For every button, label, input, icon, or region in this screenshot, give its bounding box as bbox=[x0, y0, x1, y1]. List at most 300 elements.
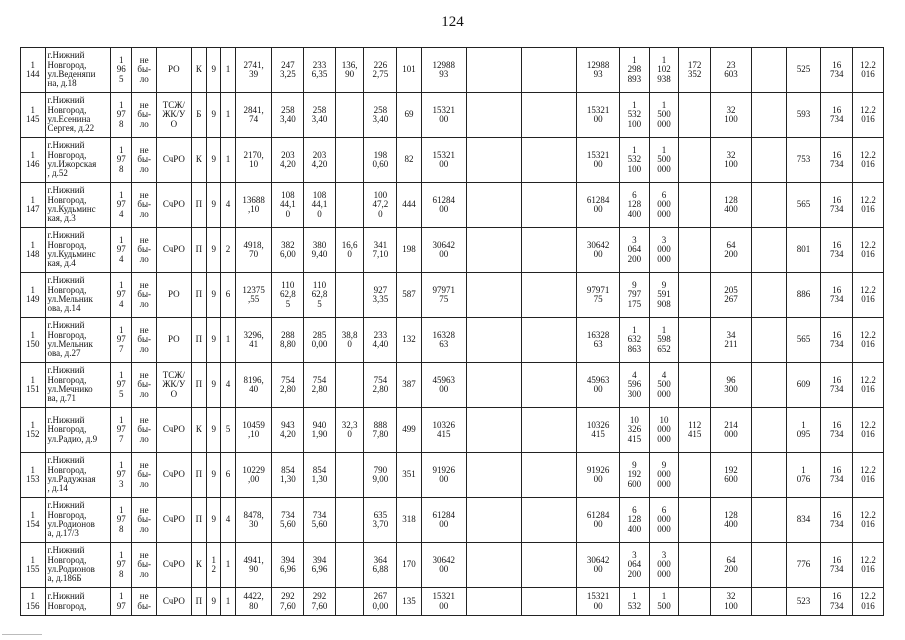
cell-line: бы- bbox=[137, 469, 152, 480]
table-cell bbox=[679, 48, 711, 93]
cell-line: кая, д.4 bbox=[47, 258, 76, 269]
address-cell bbox=[45, 273, 110, 318]
cell-line: 6,96 bbox=[279, 564, 296, 574]
cell-line: 45963 bbox=[586, 374, 610, 385]
cell-line: 12.2 bbox=[860, 554, 876, 565]
cell-line: 394 bbox=[281, 554, 295, 565]
table-cell bbox=[207, 273, 221, 318]
cell-line: К bbox=[195, 424, 202, 435]
cell-line: 4,20 bbox=[279, 429, 296, 439]
table-cell bbox=[191, 228, 206, 273]
cell-line: не bbox=[139, 235, 149, 246]
table-cell bbox=[207, 138, 221, 183]
table-cell bbox=[521, 408, 576, 453]
cell-line: ова, д.27 bbox=[47, 348, 81, 359]
cell-line: 40 bbox=[249, 384, 259, 394]
table-cell bbox=[620, 318, 650, 363]
table-cell bbox=[620, 363, 650, 408]
cell-line: 16,6 bbox=[341, 239, 358, 250]
table-row bbox=[21, 48, 884, 93]
cell-line: 16 bbox=[832, 419, 842, 430]
cell-line: 226 bbox=[373, 59, 388, 70]
cell-line: 74 bbox=[249, 114, 259, 124]
table-cell bbox=[577, 183, 620, 228]
cell-line: 16 bbox=[832, 329, 842, 340]
table-cell bbox=[521, 318, 576, 363]
cell-line: 12.2 bbox=[860, 104, 876, 115]
cell-line: 3,25 bbox=[279, 69, 296, 79]
cell-line: 170 bbox=[402, 559, 416, 570]
table-cell bbox=[751, 228, 786, 273]
cell-line: 016 bbox=[861, 69, 875, 79]
cell-line: 247 bbox=[281, 59, 295, 70]
cell-line: 3 bbox=[632, 235, 637, 246]
table-cell bbox=[521, 48, 576, 93]
cell-line: 8,80 bbox=[279, 339, 296, 349]
cell-line: 1,30 bbox=[311, 474, 328, 484]
table-cell bbox=[679, 453, 711, 498]
table-cell bbox=[620, 273, 650, 318]
table-cell bbox=[132, 408, 157, 453]
table-cell bbox=[751, 93, 786, 138]
cell-line: Новгород, bbox=[47, 239, 87, 250]
table-cell bbox=[786, 183, 821, 228]
cell-line: 5,60 bbox=[311, 519, 328, 529]
cell-line: 0 bbox=[347, 249, 352, 259]
cell-line: 91926 bbox=[432, 464, 455, 475]
cell-line: 352 bbox=[687, 69, 702, 79]
table-cell bbox=[397, 318, 422, 363]
table-cell bbox=[397, 228, 422, 273]
table-cell bbox=[751, 318, 786, 363]
cell-line: 734 bbox=[312, 509, 327, 520]
cell-line: 00 bbox=[439, 474, 449, 484]
table-cell bbox=[853, 453, 884, 498]
table-cell bbox=[577, 93, 620, 138]
cell-line: 15321 bbox=[586, 104, 610, 115]
cell-line: 91926 bbox=[586, 464, 610, 475]
cell-line: 734 bbox=[830, 249, 844, 259]
table-cell bbox=[132, 93, 157, 138]
table-cell bbox=[156, 588, 191, 616]
cell-line: 5,60 bbox=[279, 519, 296, 529]
cell-line: 16328 bbox=[586, 329, 610, 340]
cell-line: 609 bbox=[796, 379, 811, 390]
cell-line: 1 bbox=[118, 190, 124, 201]
cell-line: 603 bbox=[724, 69, 738, 79]
cell-line: 135 bbox=[402, 595, 416, 606]
cell-line: 150 bbox=[26, 339, 40, 349]
table-cell bbox=[191, 498, 206, 543]
cell-line: ,55 bbox=[247, 294, 260, 304]
cell-line: 30642 bbox=[432, 554, 455, 565]
cell-line: 016 bbox=[861, 204, 875, 214]
cell-line: 4 bbox=[118, 298, 124, 309]
cell-line: ло bbox=[139, 568, 149, 579]
cell-line: 15321 bbox=[586, 591, 610, 602]
table-cell bbox=[191, 453, 206, 498]
cell-line: 016 bbox=[861, 114, 875, 124]
cell-line: ло bbox=[139, 343, 149, 354]
cell-line: 00 bbox=[439, 114, 449, 124]
cell-line: 1 bbox=[632, 55, 637, 66]
table-cell bbox=[156, 273, 191, 318]
cell-line: 4,20 bbox=[279, 159, 296, 169]
cell-line: 6,35 bbox=[311, 69, 328, 79]
table-cell bbox=[679, 408, 711, 453]
table-cell bbox=[397, 363, 422, 408]
table-cell bbox=[786, 408, 821, 453]
cell-line: 1 bbox=[30, 329, 36, 340]
cell-line: 96 bbox=[726, 374, 736, 385]
cell-line: 734 bbox=[830, 69, 844, 79]
address-cell bbox=[45, 93, 110, 138]
table-cell bbox=[272, 273, 304, 318]
cell-line: 5 bbox=[118, 73, 124, 84]
cell-line: 152 bbox=[26, 429, 40, 439]
table-row bbox=[21, 543, 884, 588]
cell-line: О bbox=[170, 118, 178, 129]
cell-line: 016 bbox=[861, 384, 875, 394]
cell-line: П bbox=[195, 379, 203, 390]
cell-line: 8 bbox=[118, 523, 124, 534]
cell-line: 75 bbox=[593, 294, 603, 304]
cell-line: 1 bbox=[118, 145, 124, 156]
cell-line: 000 bbox=[657, 253, 671, 264]
cell-line: 97 bbox=[116, 469, 126, 480]
cell-line: не bbox=[139, 145, 149, 156]
cell-line: 4 bbox=[118, 208, 124, 219]
cell-line: 10229 bbox=[242, 464, 265, 475]
cell-line: 00 bbox=[593, 600, 603, 611]
cell-line: 154 bbox=[26, 519, 40, 529]
cell-line: ло bbox=[139, 253, 149, 264]
cell-line: не bbox=[139, 55, 149, 66]
table-cell bbox=[364, 273, 397, 318]
table-cell bbox=[21, 93, 46, 138]
cell-line: 754 bbox=[373, 374, 388, 385]
table-cell bbox=[364, 93, 397, 138]
cell-line: П bbox=[195, 289, 203, 300]
table-cell bbox=[577, 588, 620, 616]
cell-line: 016 bbox=[861, 249, 875, 259]
cell-line: 41 bbox=[249, 339, 259, 349]
cell-line: 3 bbox=[661, 550, 667, 561]
cell-line: 734 bbox=[830, 204, 844, 214]
table-row bbox=[21, 588, 884, 616]
table-cell bbox=[21, 318, 46, 363]
table-cell bbox=[821, 228, 853, 273]
cell-line: 1 bbox=[118, 370, 124, 381]
table-cell bbox=[235, 228, 272, 273]
cell-line: 0 bbox=[285, 208, 291, 219]
cell-line: 000 bbox=[657, 388, 671, 399]
cell-line: 652 bbox=[657, 343, 671, 354]
table-cell bbox=[235, 453, 272, 498]
cell-line: Новгород, bbox=[47, 600, 87, 611]
table-cell bbox=[711, 48, 752, 93]
cell-line: 62,8 bbox=[311, 289, 328, 300]
cell-line: 175 bbox=[627, 298, 642, 309]
table-cell bbox=[421, 453, 466, 498]
cell-line: 2841, bbox=[243, 104, 264, 115]
cell-line: 198 bbox=[402, 244, 416, 255]
cell-line: 1 bbox=[632, 325, 637, 336]
table-cell bbox=[397, 138, 422, 183]
address-cell bbox=[45, 498, 110, 543]
cell-line: 1 bbox=[118, 280, 124, 291]
cell-line: 1 bbox=[225, 64, 231, 75]
cell-line: 1 bbox=[118, 100, 124, 111]
cell-line: Новгород, bbox=[47, 149, 87, 160]
cell-line: Новгород, bbox=[47, 424, 87, 435]
cell-line: РО bbox=[168, 334, 180, 345]
cell-line: 016 bbox=[861, 600, 875, 611]
table-cell bbox=[577, 453, 620, 498]
table-cell bbox=[397, 183, 422, 228]
cell-line: 97 bbox=[116, 514, 126, 525]
table-cell bbox=[397, 588, 422, 616]
cell-line: 3,40 bbox=[311, 114, 328, 124]
cell-line: 5 bbox=[285, 298, 291, 309]
cell-line: 292 bbox=[281, 591, 295, 602]
cell-line: 9 bbox=[211, 379, 216, 390]
table-cell bbox=[110, 273, 131, 318]
cell-line: 12988 bbox=[586, 59, 610, 70]
cell-line: 1 bbox=[632, 100, 637, 111]
cell-line: а, д.17/3 bbox=[47, 528, 79, 539]
cell-line: СчРО bbox=[162, 154, 185, 165]
table-cell bbox=[235, 588, 272, 616]
table-cell bbox=[335, 363, 364, 408]
cell-line: г.Нижний bbox=[47, 140, 85, 151]
cell-line: 565 bbox=[796, 199, 811, 210]
table-cell bbox=[132, 363, 157, 408]
cell-line: 64 bbox=[726, 239, 736, 250]
cell-line: 400 bbox=[627, 208, 642, 219]
cell-line: 100 bbox=[627, 118, 642, 129]
table-cell bbox=[156, 183, 191, 228]
cell-line: 292 bbox=[312, 591, 327, 602]
table-cell bbox=[272, 363, 304, 408]
table-cell bbox=[110, 408, 131, 453]
cell-line: 9 bbox=[211, 154, 216, 165]
table-cell bbox=[132, 318, 157, 363]
table-cell bbox=[821, 363, 853, 408]
cell-line: бы- bbox=[137, 289, 152, 300]
cell-line: 7,10 bbox=[372, 249, 389, 259]
cell-line: 155 bbox=[26, 564, 40, 574]
cell-line: 136, bbox=[341, 59, 358, 70]
address-cell bbox=[45, 318, 110, 363]
cell-line: П bbox=[195, 469, 203, 480]
table-cell bbox=[235, 93, 272, 138]
table-cell bbox=[272, 93, 304, 138]
table-cell bbox=[679, 183, 711, 228]
table-cell bbox=[679, 93, 711, 138]
cell-line: 16 bbox=[832, 59, 842, 70]
cell-line: 1 bbox=[30, 591, 36, 602]
table-cell bbox=[21, 228, 46, 273]
cell-line: 4 bbox=[225, 379, 231, 390]
cell-line: 0 bbox=[317, 208, 322, 219]
cell-line: 300 bbox=[724, 384, 738, 394]
cell-line: 6,88 bbox=[372, 564, 389, 574]
table-row bbox=[21, 408, 884, 453]
cell-line: 797 bbox=[627, 289, 642, 300]
table-cell bbox=[207, 183, 221, 228]
cell-line: 203 bbox=[312, 149, 327, 160]
cell-line: 0 bbox=[347, 429, 352, 439]
cell-line: 45963 bbox=[432, 374, 455, 385]
table-cell bbox=[21, 48, 46, 93]
table-cell bbox=[620, 93, 650, 138]
cell-line: 5 bbox=[225, 424, 231, 435]
cell-line: ул.Кудьминс bbox=[47, 249, 96, 259]
table-cell bbox=[397, 408, 422, 453]
table-cell bbox=[191, 138, 206, 183]
cell-line: 927 bbox=[373, 284, 388, 295]
table-cell bbox=[751, 588, 786, 616]
cell-line: 12.2 bbox=[860, 464, 876, 475]
cell-line: не bbox=[139, 370, 149, 381]
table-cell bbox=[207, 453, 221, 498]
table-cell bbox=[620, 543, 650, 588]
table-cell bbox=[821, 48, 853, 93]
cell-line: П bbox=[195, 514, 203, 525]
cell-line: 0,60 bbox=[372, 159, 389, 169]
cell-line: 016 bbox=[861, 339, 875, 349]
cell-line: 16 bbox=[832, 374, 842, 385]
cell-line: 499 bbox=[402, 424, 416, 435]
cell-line: 132 bbox=[402, 334, 416, 345]
cell-line: 61284 bbox=[586, 509, 610, 520]
table-cell bbox=[577, 543, 620, 588]
cell-line: 172 bbox=[687, 59, 702, 70]
table-cell bbox=[272, 453, 304, 498]
table-cell bbox=[21, 453, 46, 498]
table-cell bbox=[364, 48, 397, 93]
cell-line: О bbox=[170, 388, 178, 399]
cell-line: 108 bbox=[312, 190, 327, 201]
cell-line: 2 bbox=[225, 244, 231, 255]
cell-line: 734 bbox=[830, 384, 844, 394]
cell-line: 149 bbox=[26, 294, 40, 304]
cell-line: 12.2 bbox=[860, 239, 876, 250]
table-cell bbox=[335, 408, 364, 453]
cell-line: 000 bbox=[657, 469, 671, 480]
cell-line: 3 bbox=[661, 235, 667, 246]
cell-line: 734 bbox=[830, 294, 844, 304]
cell-line: 9 bbox=[211, 595, 216, 606]
cell-line: ТСЖ/ bbox=[162, 370, 185, 381]
cell-line: 016 bbox=[861, 294, 875, 304]
cell-line: 3,35 bbox=[372, 294, 389, 304]
cell-line: 000 bbox=[657, 199, 671, 210]
table-cell bbox=[649, 543, 679, 588]
address-cell bbox=[45, 588, 110, 616]
table-cell bbox=[711, 93, 752, 138]
table-cell bbox=[335, 498, 364, 543]
cell-line: 415 bbox=[436, 429, 451, 439]
table-cell bbox=[751, 273, 786, 318]
cell-line: 00 bbox=[593, 114, 603, 124]
cell-line: 1 bbox=[118, 235, 124, 246]
cell-line: 12.2 bbox=[860, 194, 876, 205]
table-cell bbox=[679, 363, 711, 408]
cell-line: 635 bbox=[373, 509, 388, 520]
cell-line: 192 bbox=[724, 464, 738, 475]
table-cell bbox=[577, 48, 620, 93]
table-cell bbox=[364, 363, 397, 408]
cell-line: г.Нижний bbox=[47, 500, 85, 511]
cell-line: 97971 bbox=[432, 284, 455, 295]
cell-line: 532 bbox=[627, 600, 642, 611]
cell-line: 016 bbox=[861, 564, 875, 574]
cell-line: 32 bbox=[726, 104, 736, 115]
cell-line: 156 bbox=[26, 600, 40, 611]
address-cell bbox=[45, 453, 110, 498]
cell-line: 12.2 bbox=[860, 419, 876, 430]
cell-line: 62,8 bbox=[279, 289, 296, 300]
table-cell bbox=[272, 408, 304, 453]
cell-line: 734 bbox=[830, 519, 844, 529]
cell-line: 1 bbox=[118, 591, 124, 602]
cell-line: СчРО bbox=[162, 424, 185, 435]
cell-line: СчРО bbox=[162, 199, 185, 210]
cell-line: 9,00 bbox=[372, 474, 389, 484]
table-cell bbox=[620, 453, 650, 498]
table-cell bbox=[577, 408, 620, 453]
cell-line: 128 bbox=[724, 509, 738, 520]
table-cell bbox=[221, 228, 235, 273]
table-cell bbox=[786, 453, 821, 498]
cell-line: 00 bbox=[593, 519, 603, 529]
table-cell bbox=[421, 93, 466, 138]
cell-line: 938 bbox=[657, 73, 671, 84]
cell-line: 00 bbox=[593, 474, 603, 484]
cell-line: бы- bbox=[137, 334, 152, 345]
cell-line: ло bbox=[139, 523, 149, 534]
cell-line: 16 bbox=[832, 509, 842, 520]
table-cell bbox=[364, 183, 397, 228]
table-cell bbox=[221, 138, 235, 183]
cell-line: 9 bbox=[211, 109, 216, 120]
table-cell bbox=[156, 228, 191, 273]
table-cell bbox=[679, 138, 711, 183]
cell-line: 44,1 bbox=[311, 199, 328, 210]
cell-line: 3,40 bbox=[372, 114, 389, 124]
cell-line: 267 bbox=[373, 591, 388, 602]
cell-line: 12.2 bbox=[860, 149, 876, 160]
cell-line: 75 bbox=[439, 294, 449, 304]
cell-line: 1 bbox=[30, 419, 36, 430]
cell-line: бы- bbox=[137, 244, 152, 255]
cell-line: 318 bbox=[402, 514, 416, 525]
cell-line: 415 bbox=[627, 433, 642, 444]
table-body bbox=[21, 48, 884, 616]
cell-line: 10326 bbox=[586, 419, 610, 430]
cell-line: г.Нижний bbox=[47, 415, 85, 426]
cell-line: 854 bbox=[281, 464, 295, 475]
cell-line: ул.Мечнико bbox=[47, 384, 93, 394]
cell-line: 97 bbox=[116, 154, 126, 165]
cell-line: 32 bbox=[726, 149, 736, 160]
cell-line: 100 bbox=[724, 159, 738, 169]
table-cell bbox=[364, 453, 397, 498]
cell-line: 192 bbox=[627, 469, 642, 480]
table-cell bbox=[221, 588, 235, 616]
